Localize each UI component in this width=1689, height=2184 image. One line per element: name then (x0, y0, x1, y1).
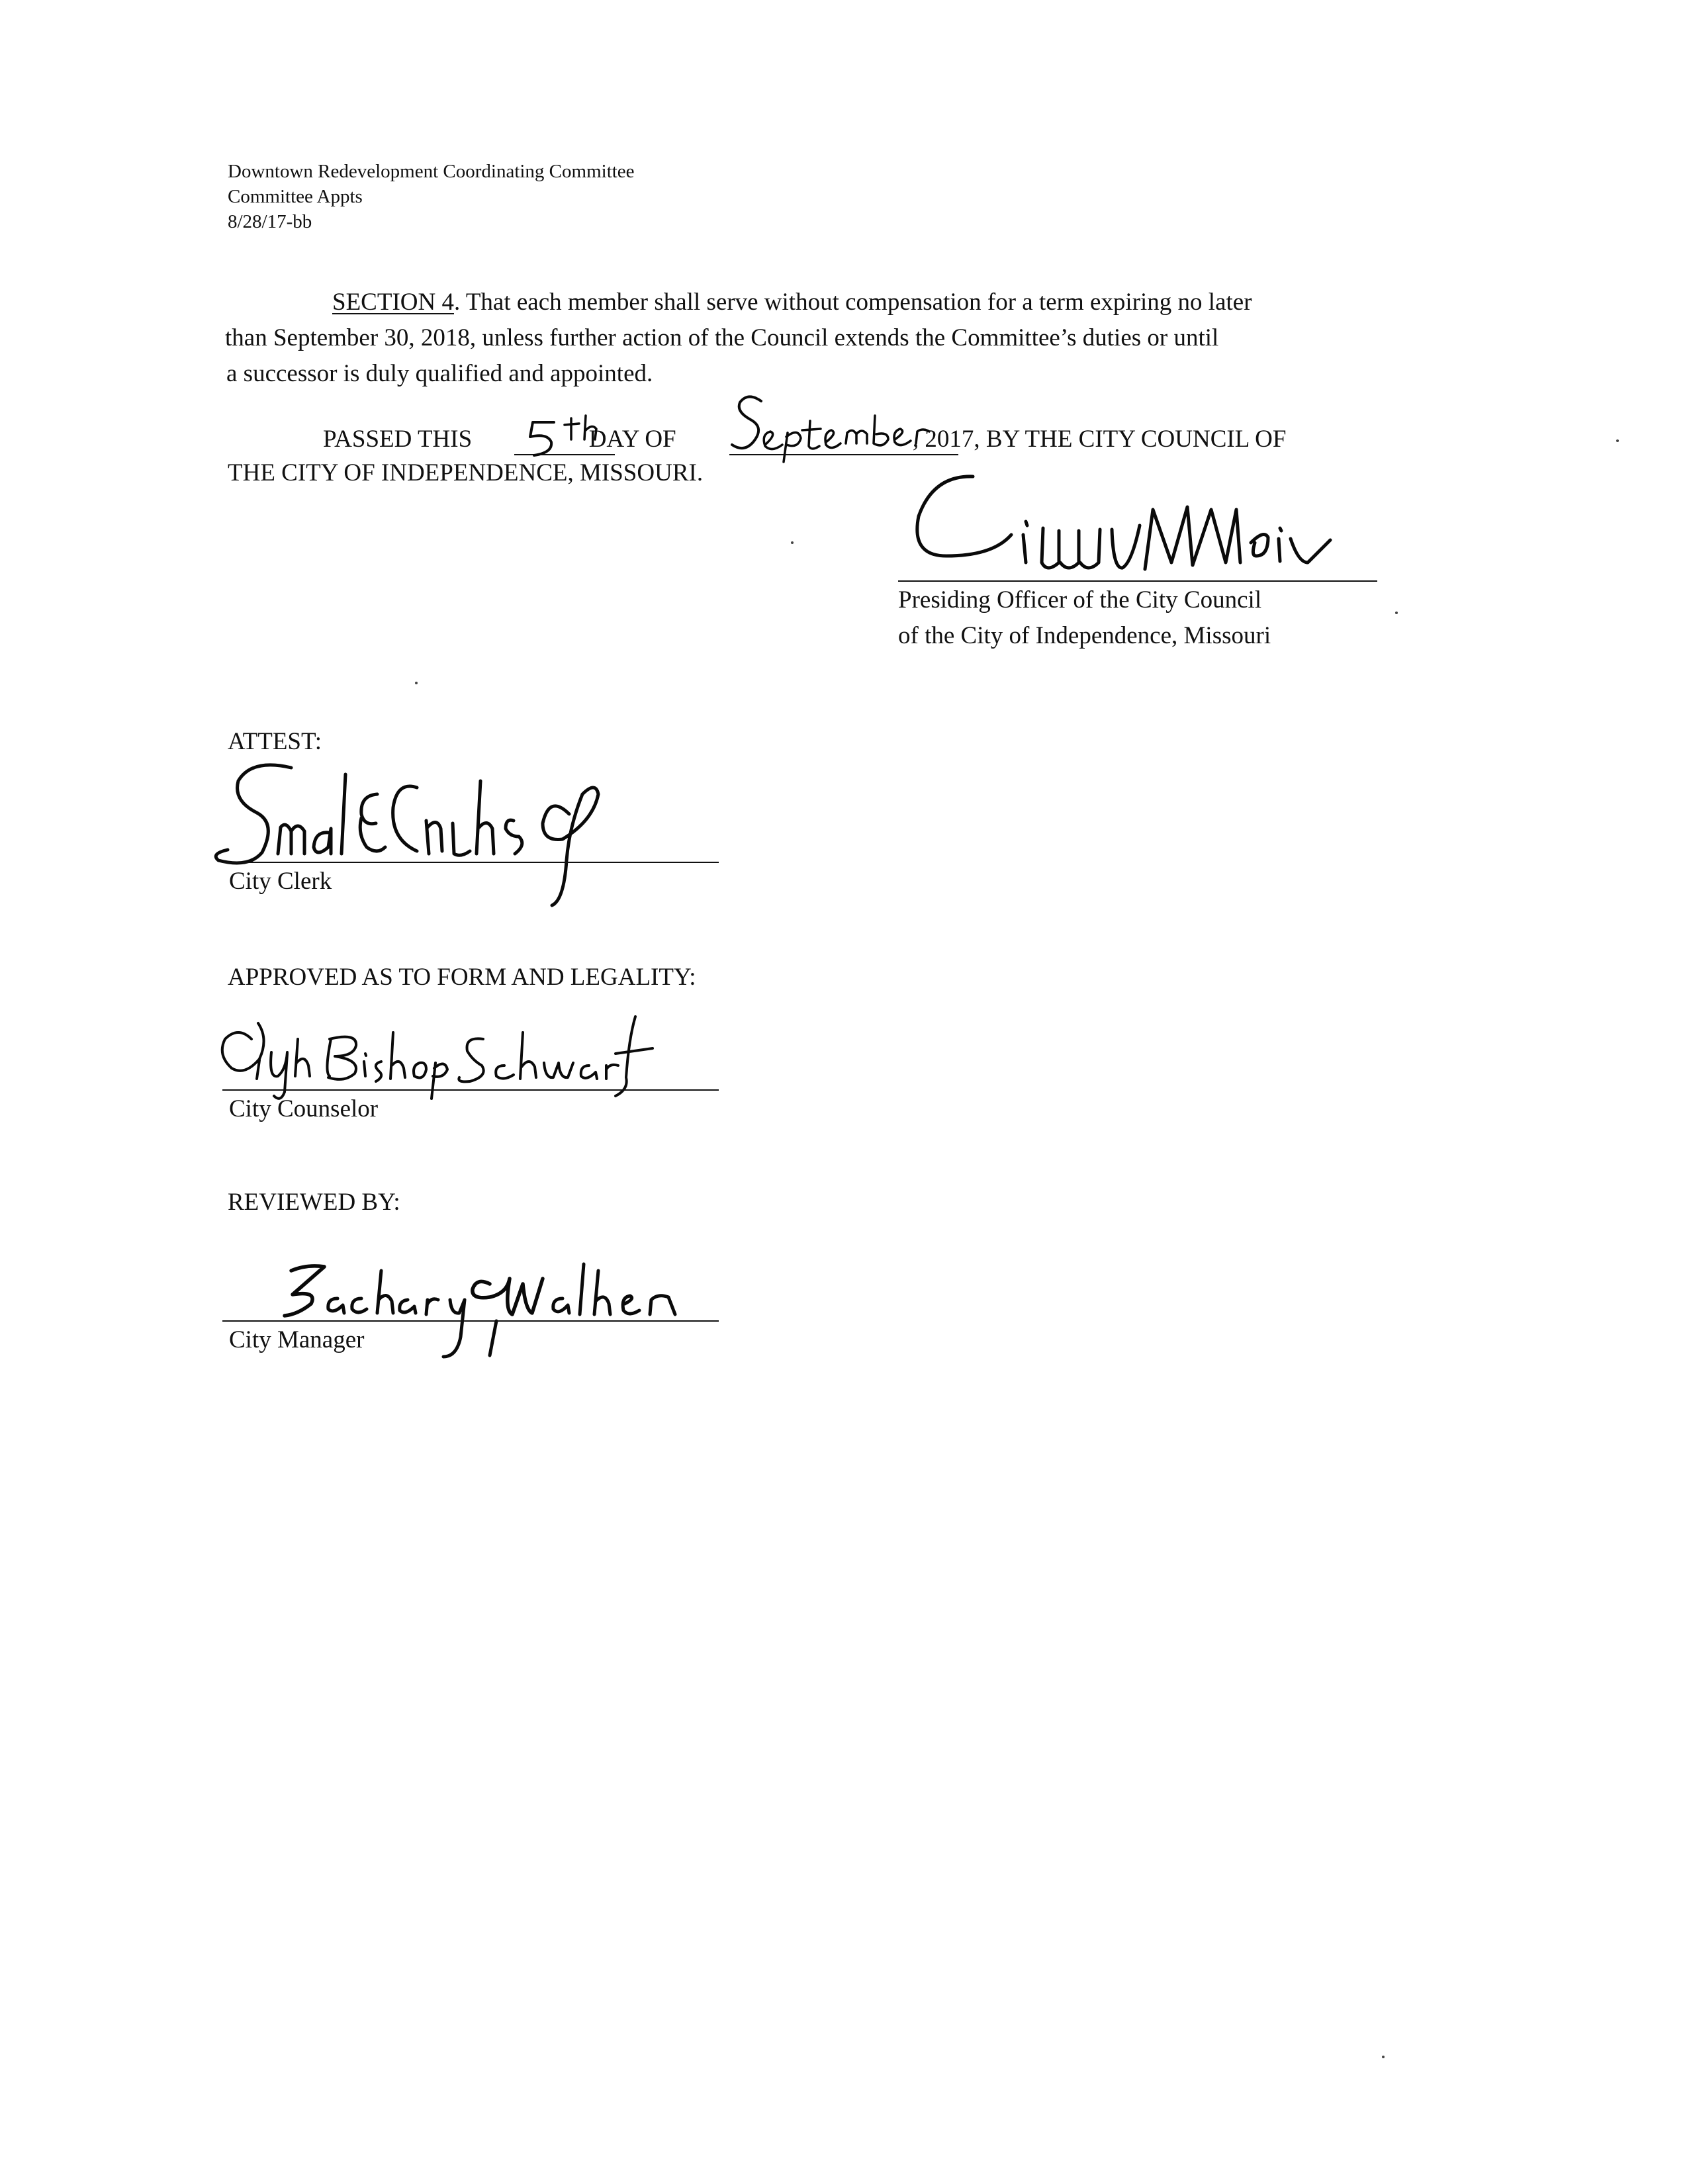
city-counselor-signature-line (222, 1089, 719, 1091)
presiding-signature-line (898, 580, 1377, 582)
header-subject: Committee Appts (228, 186, 363, 207)
city-clerk-signature-line (222, 862, 719, 863)
passed-line-2: THE CITY OF INDEPENDENCE, MISSOURI. (228, 459, 704, 486)
section-4-line-2: than September 30, 2018, unless further action of the Council extends the Committee’s duties or until (225, 324, 1219, 351)
reviewed-label: REVIEWED BY: (228, 1189, 400, 1216)
scan-speck (1616, 439, 1619, 442)
month-handwritten-september (727, 390, 972, 463)
document-header (228, 159, 635, 234)
section-4-text-1: . That each member shall serve without compensation for a term expiring no later (453, 289, 1252, 316)
presiding-title-line-1: Presiding Officer of the City Council (898, 586, 1262, 614)
header-date-code: 8/28/17-bb (228, 211, 312, 232)
city-clerk-title: City Clerk (229, 868, 332, 895)
passed-day-of: DAY OF (588, 426, 676, 453)
scan-speck (791, 541, 794, 544)
presiding-officer-title (898, 582, 1271, 654)
approved-label: APPROVED AS TO FORM AND LEGALITY: (228, 964, 696, 991)
section-4-paragraph (225, 285, 1483, 392)
section-4-line-3: a successor is duly qualified and appointed. (226, 360, 653, 387)
city-manager-signature-line (222, 1320, 719, 1322)
section-4-line-1 (225, 285, 1483, 320)
passed-suffix: , 2017, BY THE CITY COUNCIL OF (912, 426, 1287, 453)
city-counselor-title: City Counselor (229, 1095, 379, 1122)
presiding-title-line-2: of the City of Independence, Missouri (898, 622, 1271, 649)
passed-prefix: PASSED THIS (323, 426, 473, 453)
city-manager-title: City Manager (229, 1326, 365, 1353)
attest-label: ATTEST: (228, 728, 322, 755)
section-4-label: SECTION 4 (332, 289, 454, 316)
scan-speck (1395, 612, 1398, 614)
header-committee-name: Downtown Redevelopment Coordinating Committee (228, 161, 635, 182)
day-handwritten-5th (514, 416, 620, 462)
scan-speck (415, 682, 418, 684)
scan-speck (1382, 2056, 1385, 2058)
